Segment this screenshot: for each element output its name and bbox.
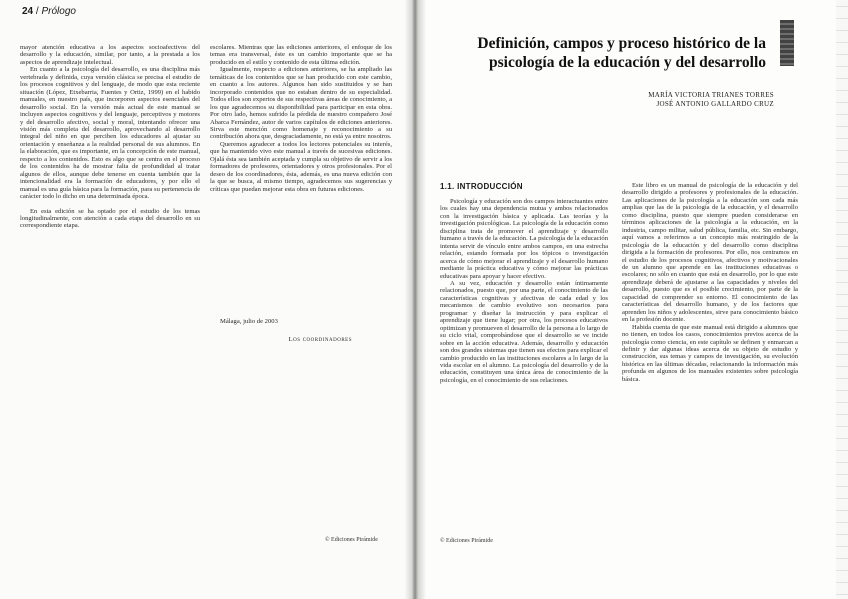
book-gutter bbox=[404, 0, 426, 599]
paragraph: Igualmente, respecto a ediciones anteriores, se ha ampliado las temáticas de los contenidos que se han producido con este cambio, en cuanto a los autores. Algunos han sido sustituidos y se han incorporado contenidos que no estaban dentro de su especialidad. Todos ellos son expertos de sus respectivas áreas de conocimiento, a los que agradecemos su disponibilidad para participar en esta obra. Por otro lado, hemos sufrido la pérdida de nuestro compañero José Abarca Fernández, autor de varios capítulos de ediciones anteriores. Sirva este mención como homenaje y reconocimiento a su contribución ahora que, desgraciadamente, no está ya entre nosotros. bbox=[210, 66, 392, 141]
chapter-title: Definición, campos y proceso histórico de la psicología de la educación y del desarrollo bbox=[477, 35, 766, 71]
section-heading: 1.1. INTRODUCCIÓN bbox=[440, 182, 523, 191]
left-column-1 bbox=[20, 44, 200, 356]
paragraph: Este libro es un manual de psicología de la educación y del desarrollo dirigido a profesores y profesionales de la educación. Las aplicaciones de la psicología a la educación son cada más amplias que las de la psicología de la educación, y el desarrollo como disciplina, puesto que siempre pueden considerarse en términos aplicaciones de la psicología a la educación, en la industria, campo militar, salud pública, familia, etc. Sin embargo, aquí vamos a referirnos a un concepto más restringido de la psicología de la educación y del desarrollo como disciplina dirigida a la formación de profesores. Por ello, nos centramos en el estudio de los procesos cognitivos, afectivos y motivacionales de un alumno que aprende en las instituciones educativas o escolares; no sólo en cuanto que está en desarrollo, por lo que este aprendizaje deberá de ajustarse a las capacidades y niveles del desarrollo, puesto que es el posible crecimiento, por parte de la capacidad de comprender su entorno. El conocimiento de las características del desarrollo humano, y de los factores que aprenden los niños y adolescentes, sirve para conocimiento básico en la profesión docente. bbox=[622, 182, 798, 324]
paragraph: escolares. Mientras que las ediciones anteriores, el enfoque de los temas era transversal, éste es un cambio importante que se ha producido en el estilo y contenido de esta última edición. bbox=[210, 44, 392, 66]
left-column-2 bbox=[210, 44, 392, 316]
header-separator: / bbox=[35, 6, 42, 17]
paragraph: En cuanto a la psicología del desarrollo, es una disciplina más vertebrada y definida, cuya versión clásica se precisa el estudio de los procesos cognitivos y del lenguaje, de modo que esta reciente situación (López, Etxebarria, Fuentes y Ortiz, 1999) en el habido manuales, en nuestro país, que incorporen aspectos esenciales del desarrollo social. En la versión más actual de este manual se incluyen aspectos cognitivos y del lenguaje, perceptivos y motores y del desarrollo afectivo, social y moral, intentando ofrecer una visión más completa del desarrollo, aprovechando al desarrollo integral del niño en que perciben los educadores al ajustar su orientación y enseñanza a la realidad personal de sus alumnos. En la elaboración, que es importante, en la concepción de este manual, respecto a los contenidos. Esto es algo que se centra en el proceso de los contenidos ha de mostrar falta de profundidad al tratar algunos de ellos, aunque debe tenerse en cuenta también que la intencionalidad era la formación de educadores, y por ello el manual es una guía básica para la formación, para su pertenencia de carácter todo lo dicho en una determinada época. bbox=[20, 66, 200, 201]
running-head-title: Prólogo bbox=[41, 6, 76, 17]
paragraph: Habida cuenta de que este manual está dirigido a alumnos que no tienen, en todos los casos, conocimientos previos acerca de la psicología como ciencia, en este capítulo se definen y enmarcan a definir y dar algunas ideas acerca de su objeto de estudio y construcción, sus temas y campos de investigación, su evolución histórica en las últimas décadas, relacionando la información más profunda en algunos de los manuales existentes sobre psicología básica. bbox=[622, 323, 798, 383]
chapter-number bbox=[780, 20, 794, 21]
page-number: 24 bbox=[22, 6, 34, 17]
signature-block bbox=[210, 318, 392, 342]
left-page bbox=[0, 0, 415, 599]
paragraph: mayor atención educativa a los aspectos socioafectivos del desarrollo y la educación, similar, por tanto, a la prestada a los aspectos de aprendizaje intelectual. bbox=[20, 44, 200, 66]
page-footer: © Ediciones Pirámide bbox=[440, 538, 493, 544]
signature-name: Los coordinadores bbox=[288, 336, 352, 343]
page-footer: © Ediciones Pirámide bbox=[325, 537, 378, 543]
chapter-authors bbox=[560, 91, 774, 109]
paragraph: Queremos agradecer a todos los lectores potenciales su interés, que ha mantenido vivo este manual a través de sucesivas ediciones. Ojalá ésta sea también aceptada y cumpla su objetivo de servir a los formadores de profesores, orientadores y otros profesionales. Por el deseo de los coordinadores, ésta, además, es una nueva edición con la que se busca, al mismo tiempo, agradecemos sus sugerencias y críticas que puedan mejorar esta obra en futuras ediciones. bbox=[210, 140, 392, 193]
page-edge bbox=[836, 0, 848, 599]
right-column-1 bbox=[440, 198, 608, 534]
chapter-number-tab bbox=[780, 20, 794, 66]
paragraph: Psicología y educación son dos campos interactuantes entre los cuales hay una dependencia mutua y ambos relacionados con la investigación básica y aplicada. Las teorías y la investigación psicológicas. La psicología de la educación como disciplina trata de promover el aprendizaje y desarrollo humano a través de la educación. La psicología de la educación intenta servir de vínculo entre ambos campos, en una estrecha relación, estando formada por los tópicos o investigación acerca de cómo mejorar el aprendizaje y el desarrollo humano mediante la práctica educativa y cómo mejorar las prácticas educativas para apoyar y hacer efectivo. bbox=[440, 198, 608, 280]
author-name: MARÍA VICTORIA TRIANES TORRES bbox=[648, 91, 774, 99]
paragraph: A su vez, educación y desarrollo están íntimamente relacionados, puesto que, por una parte, el conocimiento de las características cognitivas y afectivas de cada edad y los mecanismos de cambio evolutivo son necesarios para programar y diseñar la instrucción y para explicar el aprendizaje que tiene lugar; por otra, los procesos educativos optimizan y promueven el desarrollo de la persona a lo largo de su ciclo vital, comprobándose que el desarrollo se ve incide sobre en la acción educativa. Además, desarrollo y educación son dos grandes sistemas que tienen sus efectos para explicar el cambio producido en las instituciones escolares a lo largo de la vida escolar en el alumno. La psicología del desarrollo y de la educación, constituyen una única área de conocimiento de la psicología, en el conocimiento de sus relaciones. bbox=[440, 279, 608, 384]
paragraph: En esta edición se ha optado por el estudio de los temas longitudinalmente, con atención a cada etapa del desarrollo en su correspondiente etapa. bbox=[20, 207, 200, 230]
running-header bbox=[22, 6, 76, 17]
signature-date: Málaga, julio de 2003 bbox=[220, 318, 278, 325]
author-name: JOSÉ ANTONIO GALLARDO CRUZ bbox=[656, 100, 774, 108]
right-column-2 bbox=[622, 182, 798, 528]
